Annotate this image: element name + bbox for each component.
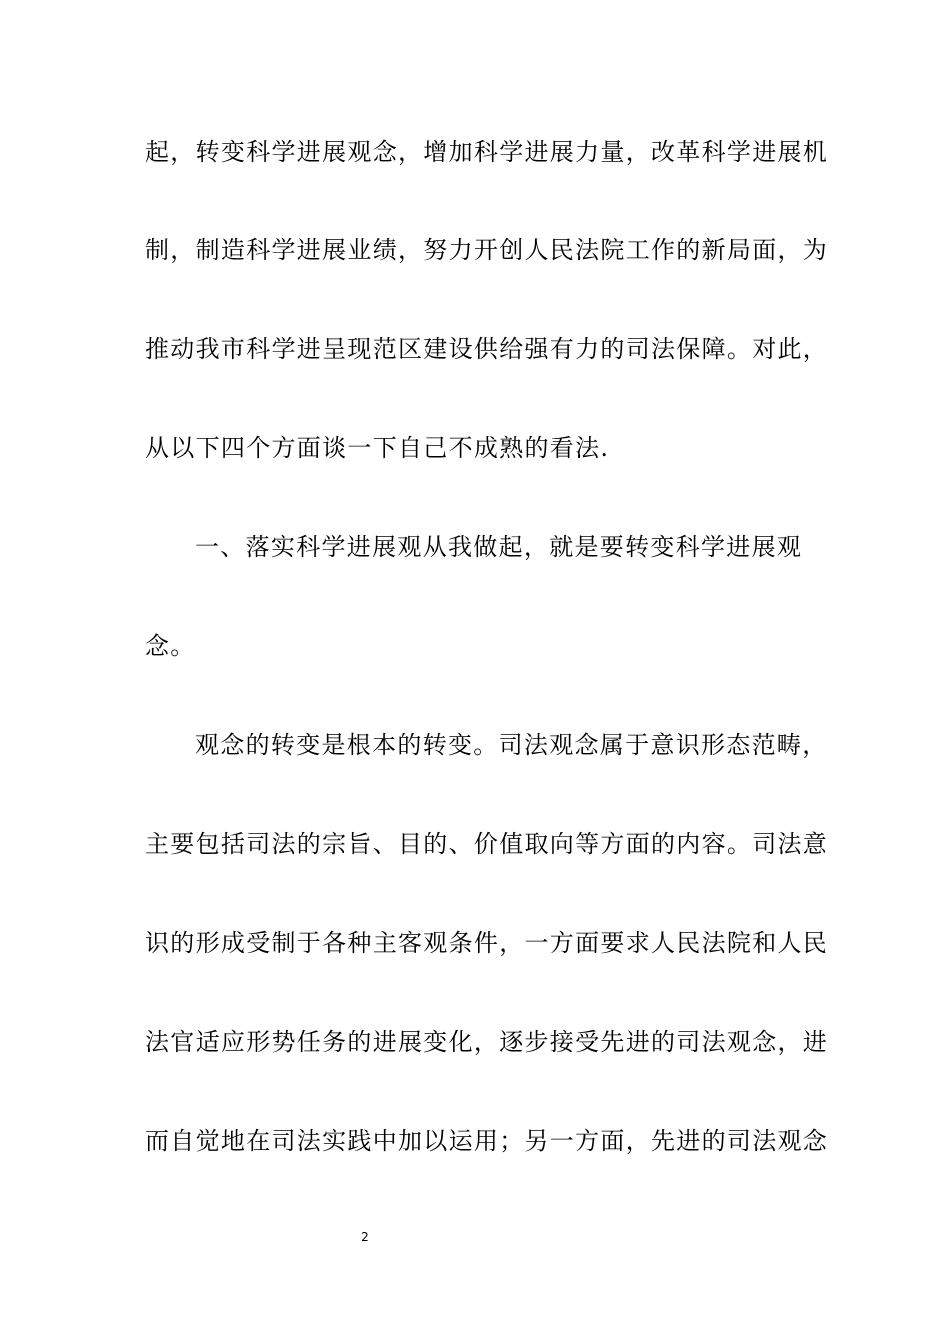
text-line: 制，制造科学进展业绩，努力开创人民法院工作的新局面，为: [145, 236, 829, 264]
page-number: 2: [361, 1230, 369, 1244]
text-line: 念。: [145, 632, 196, 660]
text-line: 法官适应形势任务的进展变化，逐步接受先进的司法观念，进: [145, 1028, 829, 1056]
text-line: 识的形成受制于各种主客观条件，一方面要求人民法院和人民: [145, 929, 829, 957]
text-line: 而自觉地在司法实践中加以运用；另一方面，先进的司法观念: [145, 1127, 829, 1155]
text-line: 主要包括司法的宗旨、目的、价值取向等方面的内容。司法意: [145, 830, 829, 858]
text-line: 起，转变科学进展观念，增加科学进展力量，改革科学进展机: [145, 138, 829, 166]
text-line: 推动我市科学进呈现范区建设供给强有力的司法保障。对此，: [145, 335, 829, 363]
paragraph-start: 观念的转变是根本的转变。司法观念属于意识形态范畴，: [195, 731, 828, 759]
section-heading: 一、落实科学进展观从我做起，就是要转变科学进展观: [195, 533, 803, 561]
text-line: 从以下四个方面谈一下自己不成熟的看法.: [145, 434, 610, 462]
